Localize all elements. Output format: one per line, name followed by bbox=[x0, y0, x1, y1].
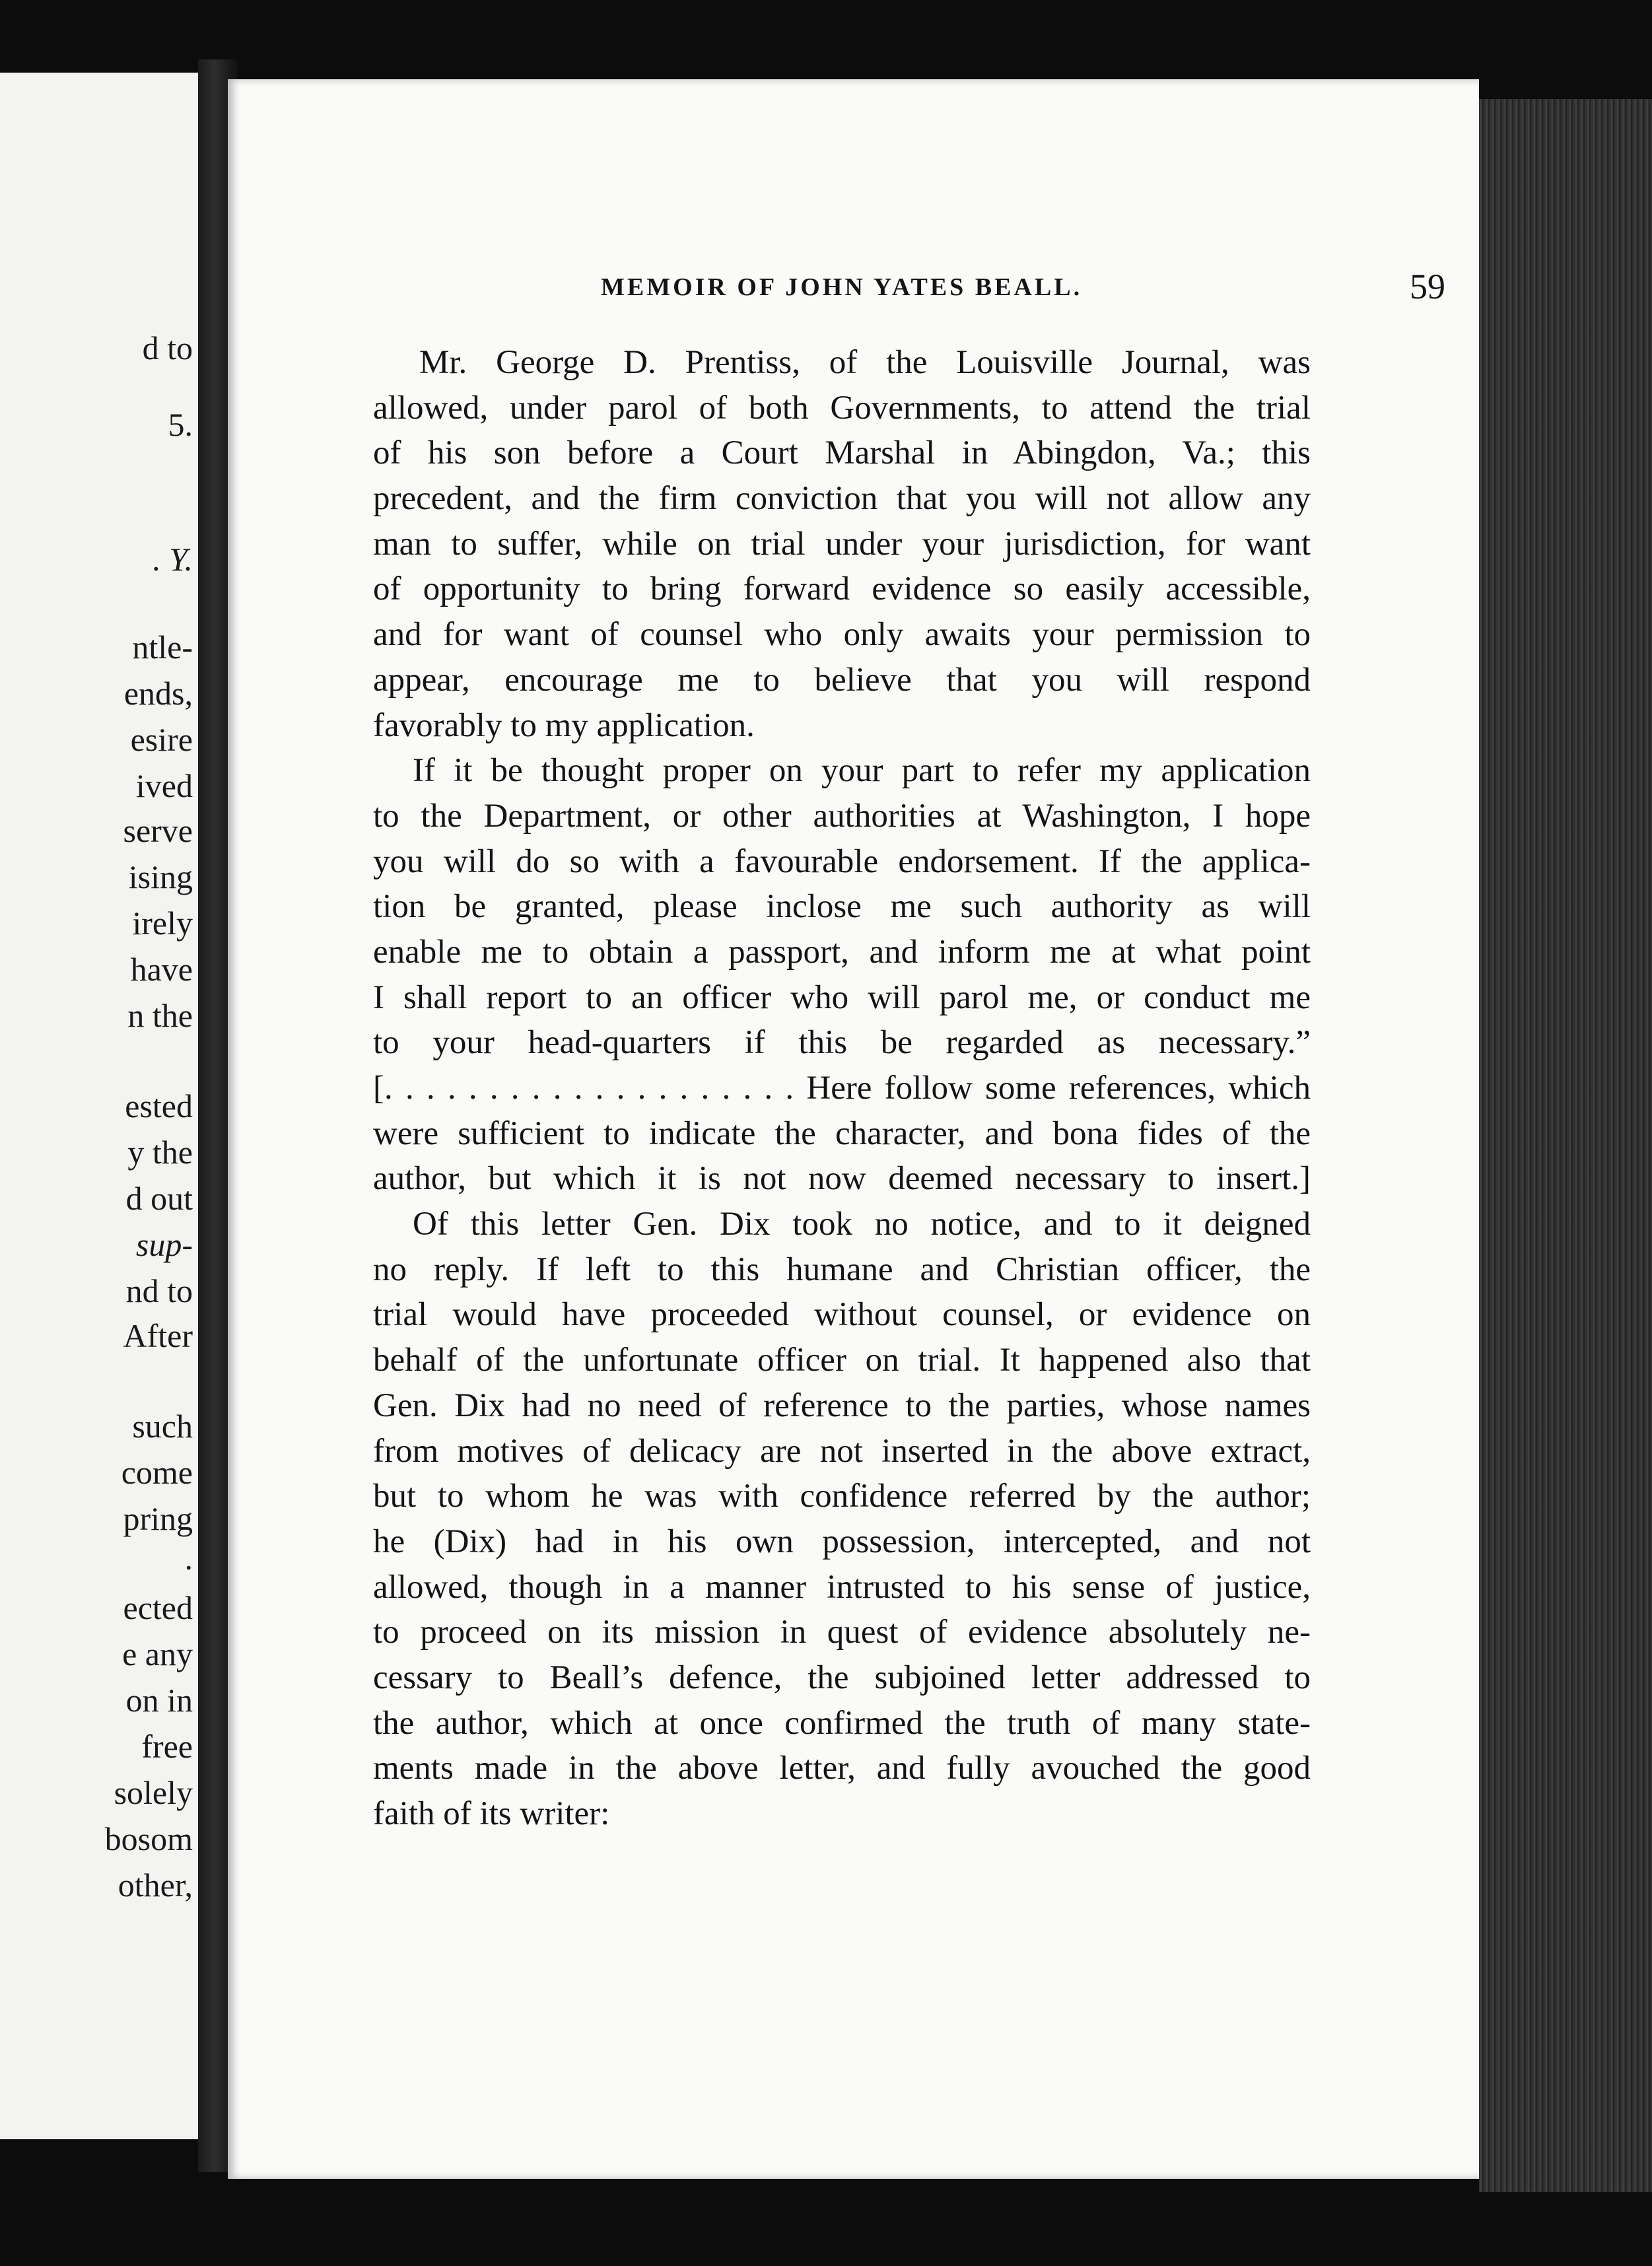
text-line: to the Department, or other authorities at Washington, I hope bbox=[373, 797, 1311, 835]
text-line: you will do so with a favourable endorsement. If the applica- bbox=[373, 842, 1311, 880]
text-line: trial would have proceeded without counsel, or evidence on bbox=[373, 1296, 1311, 1334]
text-line: [. . . . . . . . . . . . . . . . . . . . Here follow some references, which bbox=[373, 1070, 1311, 1107]
text-line: the author, which at once confirmed the truth of many state- bbox=[373, 1704, 1311, 1742]
left-page-fragment: other, bbox=[118, 1867, 193, 1904]
left-page-fragment: e any bbox=[122, 1635, 193, 1672]
left-page-fragment: 5. bbox=[168, 406, 193, 443]
left-page-fragment: ising bbox=[128, 858, 193, 895]
text-line: faith of its writer: bbox=[373, 1795, 610, 1832]
text-line: to your head-quarters if this be regarded as necessary.” bbox=[373, 1024, 1311, 1062]
left-page-fragment: sup- bbox=[135, 1226, 193, 1263]
left-page-fragment: solely bbox=[114, 1774, 193, 1811]
running-title: MEMOIR OF JOHN YATES BEALL. bbox=[601, 273, 1083, 301]
page-stack-edge bbox=[1479, 99, 1652, 2199]
left-page-fragment: ends, bbox=[123, 675, 193, 712]
text-line: Gen. Dix had no need of reference to the parties, whose names bbox=[373, 1387, 1311, 1424]
left-page-fragment: d to bbox=[142, 329, 193, 366]
left-page-fragment: n the bbox=[127, 997, 193, 1034]
left-page-fragment: free bbox=[141, 1728, 193, 1765]
left-page-fragment: such bbox=[132, 1408, 193, 1445]
text-line: of his son before a Court Marshal in Abingdon, Va.; this bbox=[373, 434, 1311, 472]
left-page-fragment: y the bbox=[127, 1134, 193, 1171]
left-page-fragment: have bbox=[130, 951, 193, 988]
left-page-fragment: . bbox=[184, 1540, 193, 1577]
text-line: but to whom he was with confidence referred by the author; bbox=[373, 1478, 1311, 1515]
text-line: allowed, though in a manner intrusted to his sense of justice, bbox=[373, 1568, 1311, 1606]
text-line: he (Dix) had in his own possession, intercepted, and not bbox=[373, 1523, 1311, 1560]
left-page-fragment: come bbox=[121, 1454, 193, 1491]
left-page-fragment: pring bbox=[123, 1500, 193, 1537]
text-line: cessary to Beall’s defence, the subjoined letter addressed to bbox=[373, 1659, 1311, 1696]
text-line: If it be thought proper on your part to refer my application bbox=[413, 752, 1311, 790]
text-line: enable me to obtain a passport, and inform me at what point bbox=[373, 933, 1311, 971]
scan-bottom-edge bbox=[0, 2192, 1652, 2266]
body-text bbox=[373, 340, 1311, 1837]
left-page-fragment: esire bbox=[130, 721, 193, 758]
text-line: man to suffer, while on trial under your jurisdiction, for want bbox=[373, 525, 1311, 563]
text-line: ments made in the above letter, and fully avouched the good bbox=[373, 1750, 1311, 1787]
left-page-fragment: . Y. bbox=[153, 541, 193, 578]
previous-page-edge bbox=[0, 73, 201, 2139]
left-page-fragment: nd to bbox=[125, 1272, 193, 1309]
left-page-fragment: bosom bbox=[104, 1820, 193, 1857]
left-page-fragment: d out bbox=[125, 1180, 193, 1217]
text-line: appear, encourage me to believe that you will respond bbox=[373, 661, 1311, 699]
text-line: of opportunity to bring forward evidence so easily accessible, bbox=[373, 570, 1311, 608]
text-line: behalf of the unfortunate officer on trial. It happened also that bbox=[373, 1342, 1311, 1379]
text-line: favorably to my application. bbox=[373, 706, 755, 744]
text-line: no reply. If left to this humane and Christian officer, the bbox=[373, 1251, 1311, 1288]
left-page-fragment: After bbox=[123, 1317, 193, 1354]
left-page-fragment: ested bbox=[125, 1087, 193, 1124]
left-page-fragment: ived bbox=[135, 767, 193, 804]
text-line: Of this letter Gen. Dix took no notice, and to it deigned bbox=[413, 1206, 1311, 1243]
left-page-fragment: on in bbox=[125, 1682, 193, 1719]
page-number: 59 bbox=[1410, 267, 1445, 306]
text-line: to proceed on its mission in quest of evidence absolutely ne- bbox=[373, 1614, 1311, 1651]
text-line: I shall report to an officer who will parol me, or conduct me bbox=[373, 978, 1311, 1016]
text-line: tion be granted, please inclose me such authority as will bbox=[373, 888, 1311, 926]
text-line: author, but which it is not now deemed necessary to insert.] bbox=[373, 1160, 1311, 1198]
text-line: from motives of delicacy are not inserted in the above extract, bbox=[373, 1432, 1311, 1470]
left-page-fragment: serve bbox=[123, 812, 193, 849]
left-page-fragment: ected bbox=[123, 1589, 193, 1626]
text-line: and for want of counsel who only awaits your permission to bbox=[373, 616, 1311, 654]
text-line: precedent, and the firm conviction that you will not allow any bbox=[373, 480, 1311, 518]
left-page-fragment: irely bbox=[132, 905, 193, 942]
text-line: Mr. George D. Prentiss, of the Louisville Journal, was bbox=[419, 344, 1311, 381]
text-line: were sufficient to indicate the character, and bona fides of the bbox=[373, 1115, 1311, 1152]
text-line: allowed, under parol of both Governments, to attend the trial bbox=[373, 389, 1311, 427]
left-page-fragment: ntle- bbox=[132, 629, 193, 666]
